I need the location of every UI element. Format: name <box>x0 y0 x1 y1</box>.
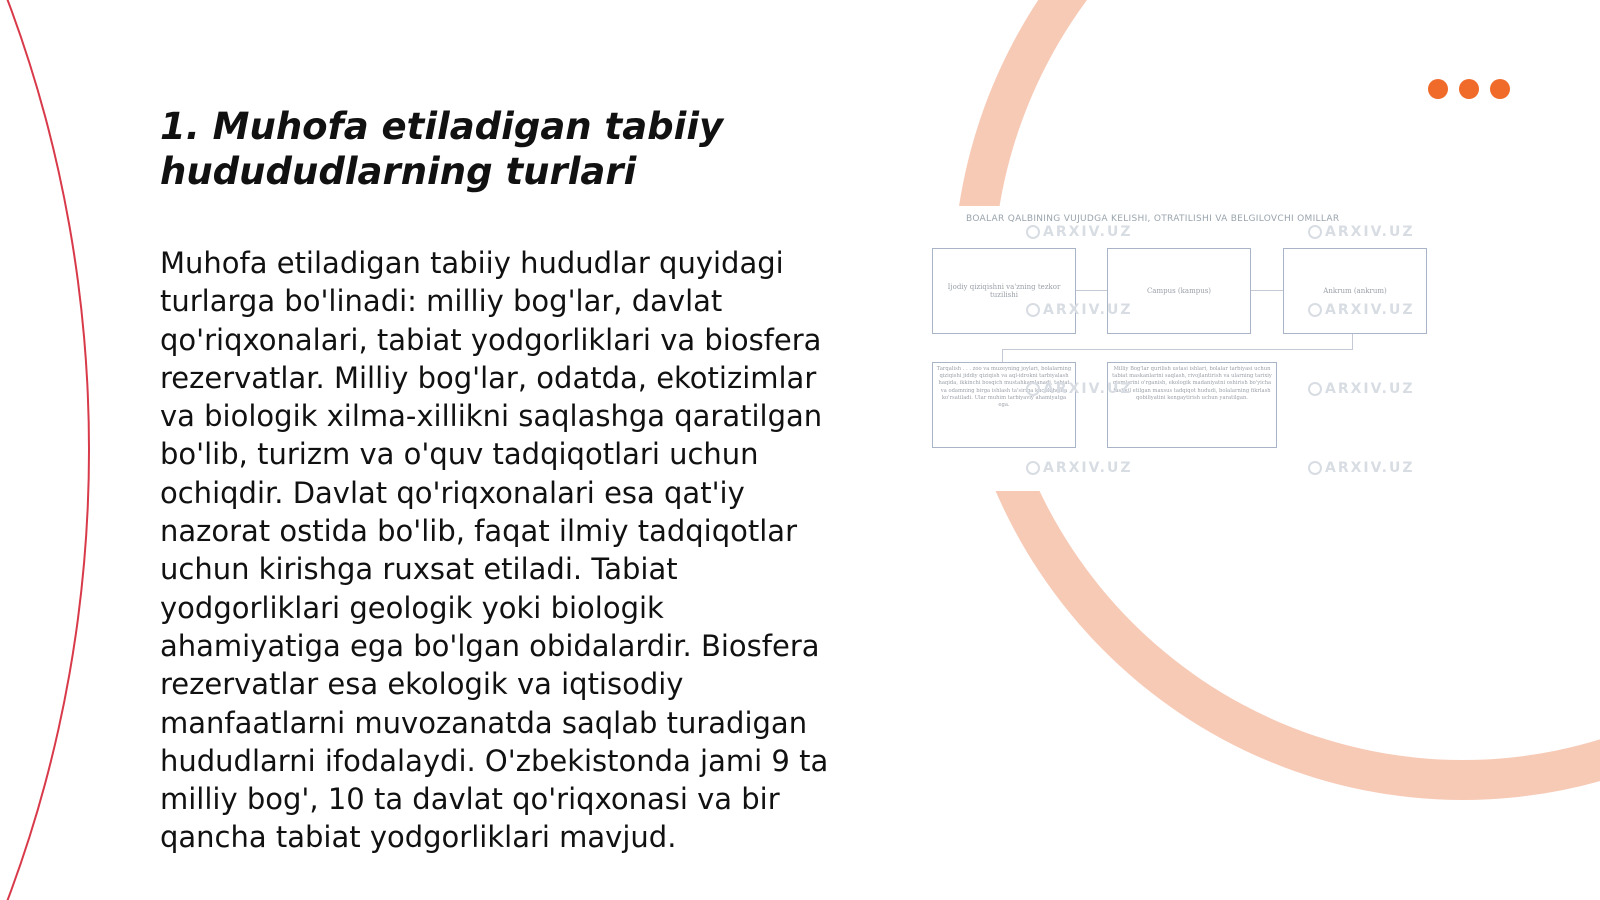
diagram-image <box>936 206 1456 491</box>
diagram-box-3: Ankrum (ankrum) <box>1283 248 1427 334</box>
dot-2 <box>1459 79 1479 99</box>
dots-decoration <box>1428 79 1510 99</box>
magnifier-icon <box>1026 382 1040 396</box>
body-paragraph: Muhofa etiladigan tabiiy hududlar quyidagi turlarga bo'linadi: milliy bog'lar, davlat qo'riqxonalari, tabiat yodgorliklari va biosfera rezervatlar. Milliy bog'lar, odatda, ekotizimlar va biologik xilma-xillikni saqlashga qaratilgan bo'lib, turizm va o'quv tadqiqotlari uchun ochiqdir. Davlat qo'riqxonalari esa qat'iy nazorat ostida bo'lib, faqat ilmiy tadqiqotlar uchun kirishga ruxsat etiladi. Tabiat yodgorliklari geologik yoki biologik ahamiyatiga ega bo'lgan obidalardir. Biosfera rezervatlar esa ekologik va iqtisodiy manfaatlarni muvozanatda saqlab turadigan hududlarni ifodalaydi. O'zbekistonda jami 9 ta milliy bog', 10 ta davlat qo'riqxonasi va bir qancha tabiat yodgorliklari mavjud. <box>160 246 829 855</box>
left-arc-decoration <box>0 0 90 900</box>
diagram-box-2: Campus (kampus) <box>1107 248 1251 334</box>
watermark: ARXIV.UZ <box>1308 460 1415 476</box>
magnifier-icon <box>1308 225 1322 239</box>
magnifier-icon <box>1026 461 1040 475</box>
watermark: ARXIV.UZ <box>1026 460 1133 476</box>
magnifier-icon <box>1308 461 1322 475</box>
slide-title: 1. Muhofa etiladigan tabiiy hudududlarning turlari <box>160 105 724 193</box>
connector <box>1073 290 1107 291</box>
diagram-box-1: Ijodiy qiziqishni va'zning tezkor tuzilishi <box>932 248 1076 334</box>
connector <box>1002 349 1353 350</box>
magnifier-icon <box>1026 225 1040 239</box>
watermark: ARXIV.UZ <box>1308 224 1415 240</box>
dot-1 <box>1428 79 1448 99</box>
dot-3 <box>1490 79 1510 99</box>
diagram-box-4: Tarqalish . . . zoo va muzeyning joylari, bolalarning qiziqishi jiddiy qiziqish va aql-idrokni tarbiyalash haqida, ikkinchi bosqich mustahkamlanadi, tabiat va odamning birga ishlash ta'siriga kuchli holda ko'rsatiladi. Ular muhim tarbiyaviy ahamiyatga ega. <box>932 362 1076 448</box>
watermark: ARXIV.UZ <box>1026 302 1133 318</box>
magnifier-icon <box>1308 303 1322 317</box>
connector <box>1249 290 1283 291</box>
connector <box>1002 349 1003 362</box>
watermark: ARXIV.UZ <box>1308 381 1415 397</box>
diagram-caption: BOALAR QALBINING VUJUDGA KELISHI, OTRATILISHI VA BELGILOVCHI OMILLAR <box>966 214 1340 224</box>
watermark: ARXIV.UZ <box>1026 381 1133 397</box>
watermark: ARXIV.UZ <box>1308 302 1415 318</box>
magnifier-icon <box>1308 382 1322 396</box>
connector <box>1352 334 1353 350</box>
watermark: ARXIV.UZ <box>1026 224 1133 240</box>
magnifier-icon <box>1026 303 1040 317</box>
diagram-box-5: Milliy Bog'lar qurilish ustasi ishlari, bolalar tarbiyasi uchun tabiat maskanlarini saqlash, rivojlantirish va ularning tarixiy qismlarini o'rganish, ekologik madaniyatni oshirish bo'yicha tashkil etilgan maxsus tadqiqot hududi, bolalarning fikrlash qobiliyatini kengaytirish uchun yaratilgan. <box>1107 362 1277 448</box>
